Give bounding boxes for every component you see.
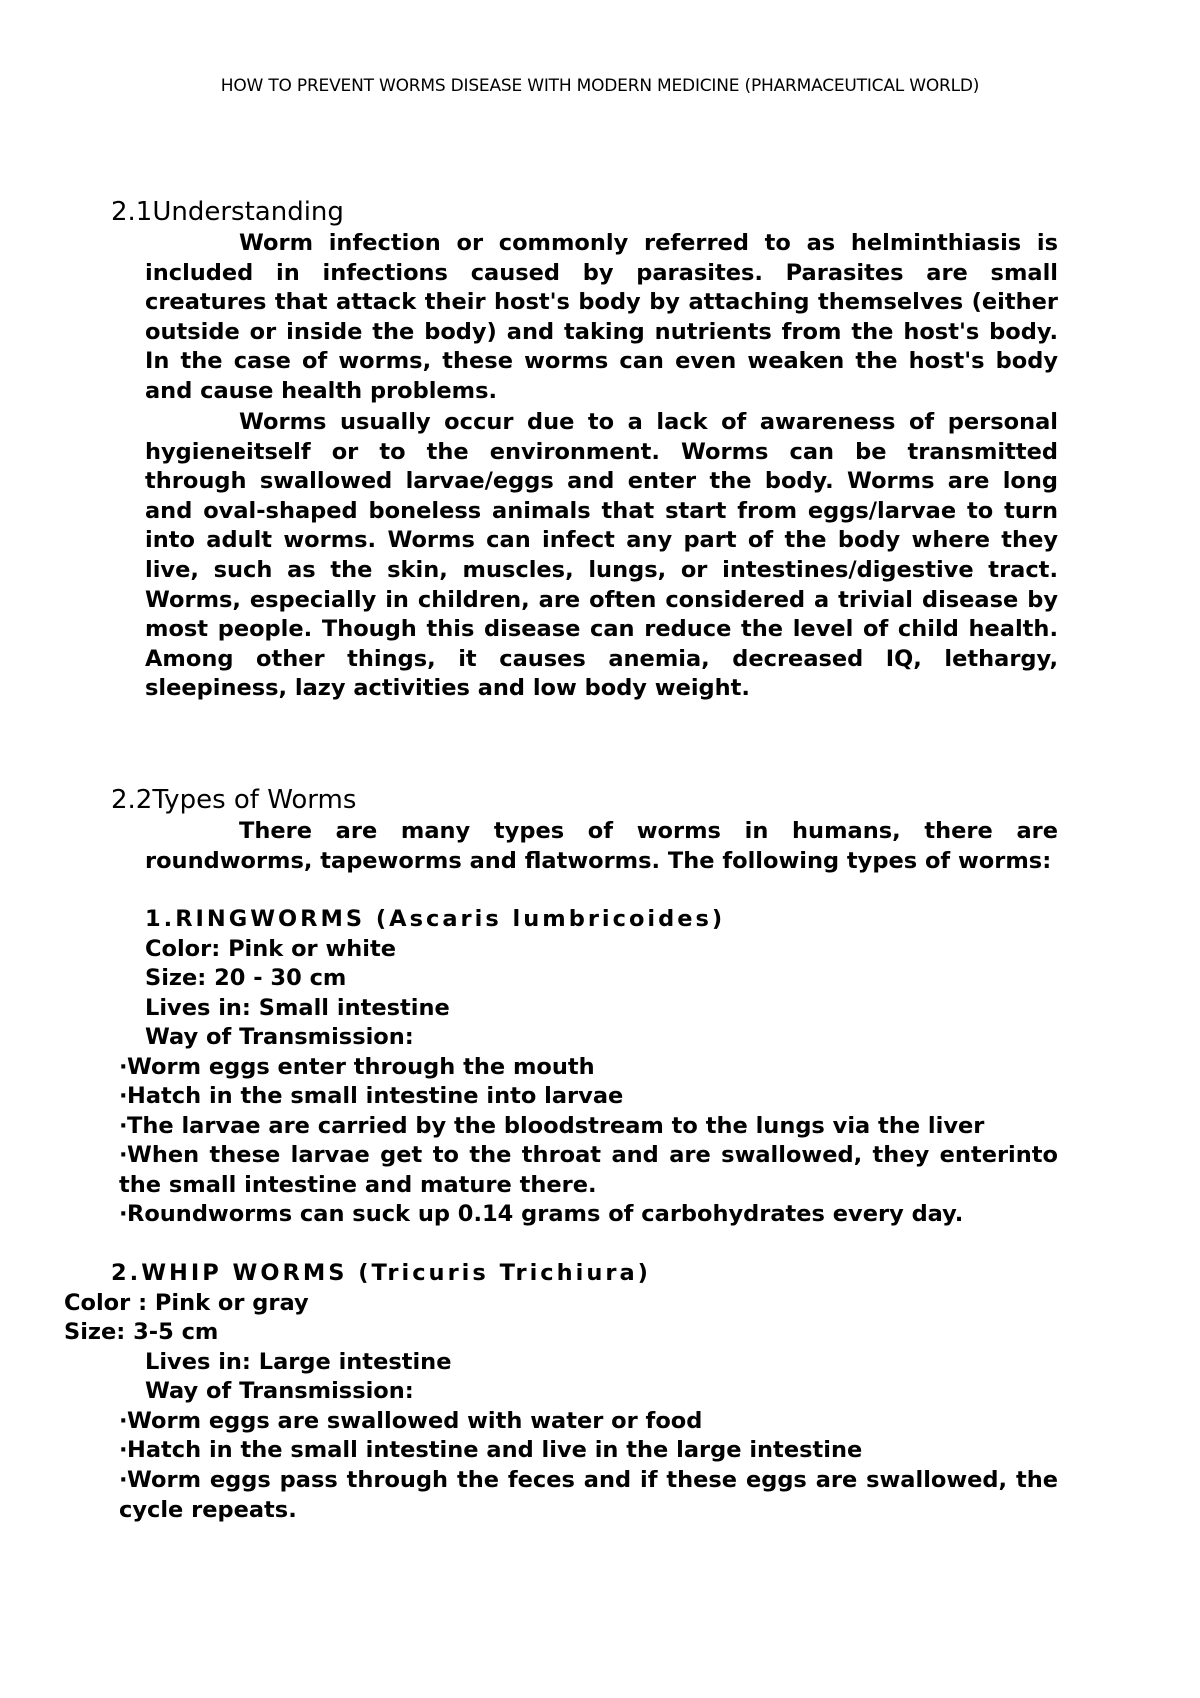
paragraph-types-intro: There are many types of worms in humans, there are roundworms, tapeworms and flatworms. The following types of worms: bbox=[145, 818, 1058, 874]
page-header: HOW TO PREVENT WORMS DISEASE WITH MODERN MEDICINE (PHARMACEUTICAL WORLD) bbox=[220, 76, 980, 96]
worm1-bullet-2: ·Hatch in the small intestine into larvae bbox=[119, 1082, 1058, 1112]
section-heading-types: 2.2Types of Worms bbox=[111, 785, 357, 815]
bullet-dot: · bbox=[119, 1142, 128, 1168]
bullet-dot: · bbox=[119, 1467, 128, 1493]
section-heading-understanding: 2.1Understanding bbox=[111, 197, 344, 227]
worm1-bullet-4: ·When these larvae get to the throat and are swallowed, they enterinto the small intestine and mature there. bbox=[119, 1142, 1058, 1198]
worm2-bullet-2: ·Hatch in the small intestine and live in the large intestine bbox=[119, 1436, 1058, 1466]
bullet-dot: · bbox=[119, 1113, 128, 1139]
paragraph-worm-causes: Worms usually occur due to a lack of awareness of personal hygieneitself or to the environment. Worms can be transmitted through swallowed larvae/eggs and enter the body. Worms are long and oval-shaped boneless animals that start from eggs/larvae to turn into adult worms. Worms can infect any part of the body where they live, such as the skin, muscles, lungs, or intestines/digestive tract. Worms, especially in children, are often considered a trivial disease by most people. Though this disease can reduce the level of child health. Among other things, it causes anemia, decreased IQ, lethargy, sleepiness, lazy activities and low body weight. bbox=[145, 409, 1058, 702]
worm1-transmission-label: Way of Transmission: bbox=[145, 1024, 414, 1050]
bullet-dot: · bbox=[119, 1437, 128, 1463]
worm1-size: Size: 20 - 30 cm bbox=[145, 965, 347, 991]
bullet-dot: · bbox=[119, 1054, 128, 1080]
worm1-title: 1.RINGWORMS (Ascaris lumbricoides) bbox=[145, 906, 726, 932]
worm2-color: Color : Pink or gray bbox=[64, 1290, 309, 1316]
worm2-transmission-label: Way of Transmission: bbox=[145, 1378, 414, 1404]
worm2-bullet-1: ·Worm eggs are swallowed with water or food bbox=[119, 1407, 1058, 1437]
worm1-bullet-3: ·The larvae are carried by the bloodstream to the lungs via the liver bbox=[119, 1112, 1058, 1142]
worm2-title: 2.WHIP WORMS (Tricuris Trichiura) bbox=[111, 1260, 651, 1286]
worm1-lives: Lives in: Small intestine bbox=[145, 995, 450, 1021]
worm1-bullet-5: ·Roundworms can suck up 0.14 grams of carbohydrates every day. bbox=[119, 1200, 1058, 1230]
worm2-lives: Lives in: Large intestine bbox=[145, 1349, 452, 1375]
bullet-dot: · bbox=[119, 1408, 128, 1434]
worm1-color: Color: Pink or white bbox=[145, 936, 397, 962]
worm1-bullet-1: ·Worm eggs enter through the mouth bbox=[119, 1053, 1058, 1083]
worm2-size: Size: 3-5 cm bbox=[64, 1319, 219, 1345]
bullet-dot: · bbox=[119, 1083, 128, 1109]
bullet-dot: · bbox=[119, 1201, 128, 1227]
worm2-bullet-3: ·Worm eggs pass through the feces and if these eggs are swallowed, the cycle repeats. bbox=[119, 1467, 1058, 1523]
paragraph-helminthiasis: Worm infection or commonly referred to as helminthiasis is included in infections caused by parasites. Parasites are small creatures that attack their host's body by attaching themselves (either outside or inside the body) and taking nutrients from the host's body. In the case of worms, these worms can even weaken the host's body and cause health problems. bbox=[145, 230, 1058, 404]
